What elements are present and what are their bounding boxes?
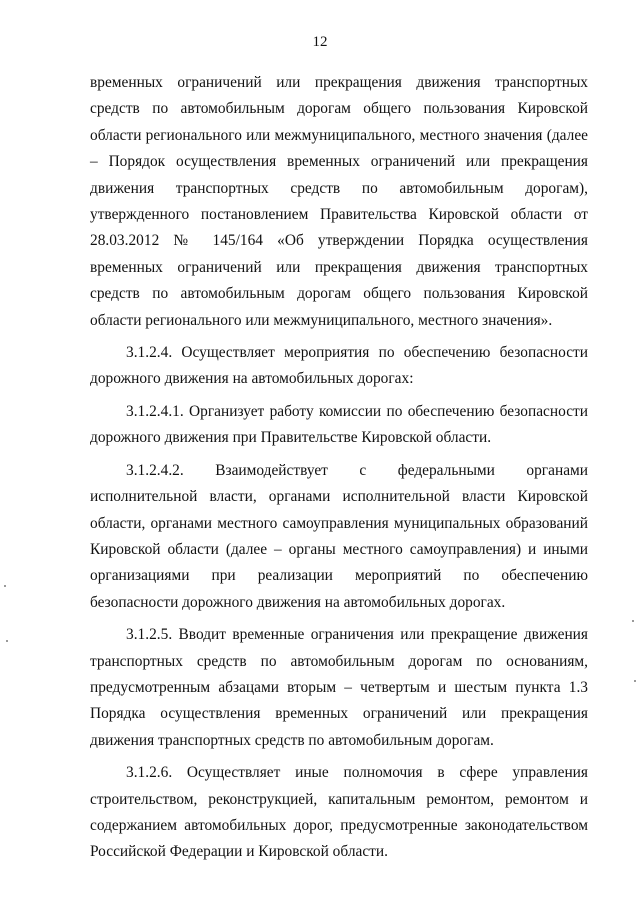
paragraph-3-1-2-4-1: 3.1.2.4.1. Организует работу комиссии по обеспечению безопасности дорожного движения при Правительстве Кировской области. <box>90 402 588 447</box>
scan-mark <box>4 585 6 587</box>
paragraph-continuation: временных ограничений или прекращения движения транспортных средств по автомобильным дорогам общего пользования Кировской области регионального или межмуниципального, местного значения (далее – Порядок осуществления временных ограничений или прекращения движения транспортных средств по автомобильным дорогам), утвержденного постановлением Правительства Кировской области от 28.03.2012 № 145/164 «Об утверждении Порядка осуществления временных ограничений или прекращения движения транспортных средств по автомобильным дорогам общего пользования Кировской области регионального или межмуниципального, местного значения». <box>90 74 588 329</box>
scan-mark <box>632 620 634 622</box>
paragraph-3-1-2-6: 3.1.2.6. Осуществляет иные полномочия в сфере управления строительством, реконструкцией, капитальным ремонтом, ремонтом и содержанием автомобильных дорог, предусмотренные законодательством Российской Федерации и Кировской области. <box>90 764 588 861</box>
paragraph-3-1-2-4-2: 3.1.2.4.2. Взаимодействует с федеральными органами исполнительной власти, органами исполнительной власти Кировской области, органами местного самоуправления муниципальных образований Кировской области (далее – органы местного самоуправления) и иными организациями при реализации мероприятий по обеспечению безопасности дорожного движения на автомобильных дорогах. <box>90 461 588 611</box>
document-body <box>90 70 588 872</box>
scan-mark <box>6 640 8 642</box>
page-number: 12 <box>312 34 328 50</box>
paragraph-3-1-2-4: 3.1.2.4. Осуществляет мероприятия по обеспечению безопасности дорожного движения на автомобильных дорогах: <box>90 344 588 388</box>
scan-mark <box>634 680 636 682</box>
paragraph-3-1-2-5: 3.1.2.5. Вводит временные ограничения или прекращение движения транспортных средств по автомобильным дорогам по основаниям, предусмотренным абзацами вторым – четвертым и шестым пункта 1.3 Порядка осуществления временных ограничений или прекращения движения транспортных средств по автомобильным дорогам. <box>90 626 588 749</box>
